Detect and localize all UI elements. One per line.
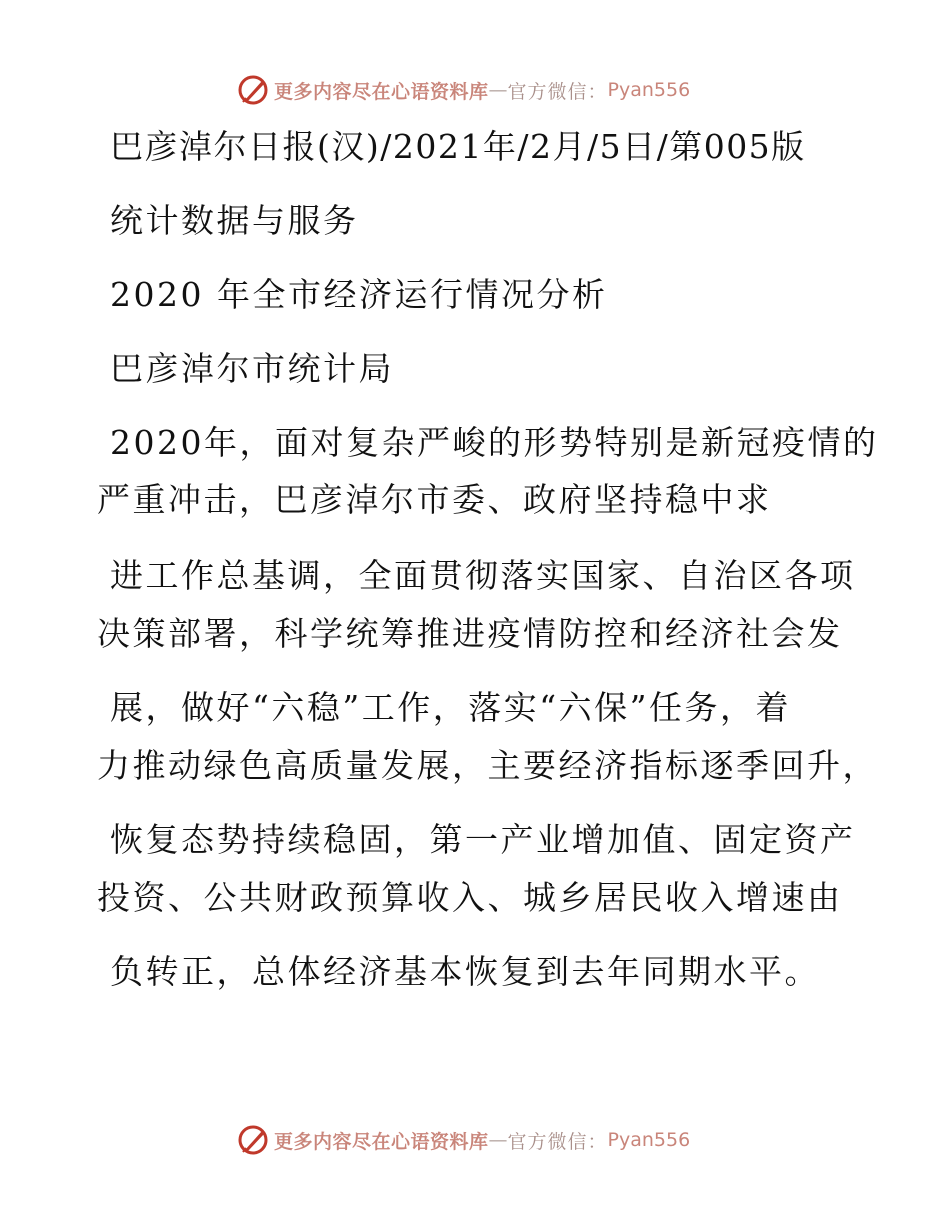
source-line: 巴彦淖尔日报(汉)/2021年/2月/5日/第005版: [110, 127, 806, 166]
body-line: 2020年，面对复杂严峻的形势特别是新冠疫情的: [110, 423, 879, 462]
body-line: 负转正，总体经济基本恢复到去年同期水平。: [110, 952, 820, 991]
body-line: 严重冲击，巴彦淖尔市委、政府坚持稳中求: [97, 480, 772, 519]
watermark-dash: —: [488, 79, 508, 101]
body-line: 力推动绿色高质量发展，主要经济指标逐季回升，: [97, 746, 878, 785]
body-line: 恢复态势持续稳固，第一产业增加值、固定资产: [110, 820, 856, 859]
watermark-wechat-label: 官方微信：: [507, 80, 608, 103]
body-line: 展，做好“六稳”工作，落实“六保”任务，着: [110, 688, 791, 727]
watermark-wechat-id: Pyan556: [607, 79, 691, 101]
quill-pen-circle-icon: [236, 73, 270, 107]
header-watermark: [236, 72, 690, 108]
footer-watermark: [236, 1122, 690, 1158]
article-title: 2020 年全市经济运行情况分析: [110, 275, 608, 314]
body-line: 投资、公共财政预算收入、城乡居民收入增速由: [97, 878, 843, 917]
watermark-dash: —: [488, 1129, 508, 1151]
body-line: 进工作总基调，全面贯彻落实国家、自治区各项: [110, 556, 856, 595]
quill-pen-circle-icon: [236, 1123, 270, 1157]
article-author: 巴彦淖尔市统计局: [110, 349, 394, 388]
watermark-wechat-label: 官方微信：: [507, 1130, 608, 1153]
watermark-main-text: 更多内容尽在心语资料库: [274, 1130, 489, 1153]
watermark-wechat-id: Pyan556: [607, 1129, 691, 1151]
watermark-main-text: 更多内容尽在心语资料库: [274, 80, 489, 103]
body-line: 决策部署，科学统筹推进疫情防控和经济社会发: [97, 614, 843, 653]
section-name: 统计数据与服务: [110, 201, 359, 240]
